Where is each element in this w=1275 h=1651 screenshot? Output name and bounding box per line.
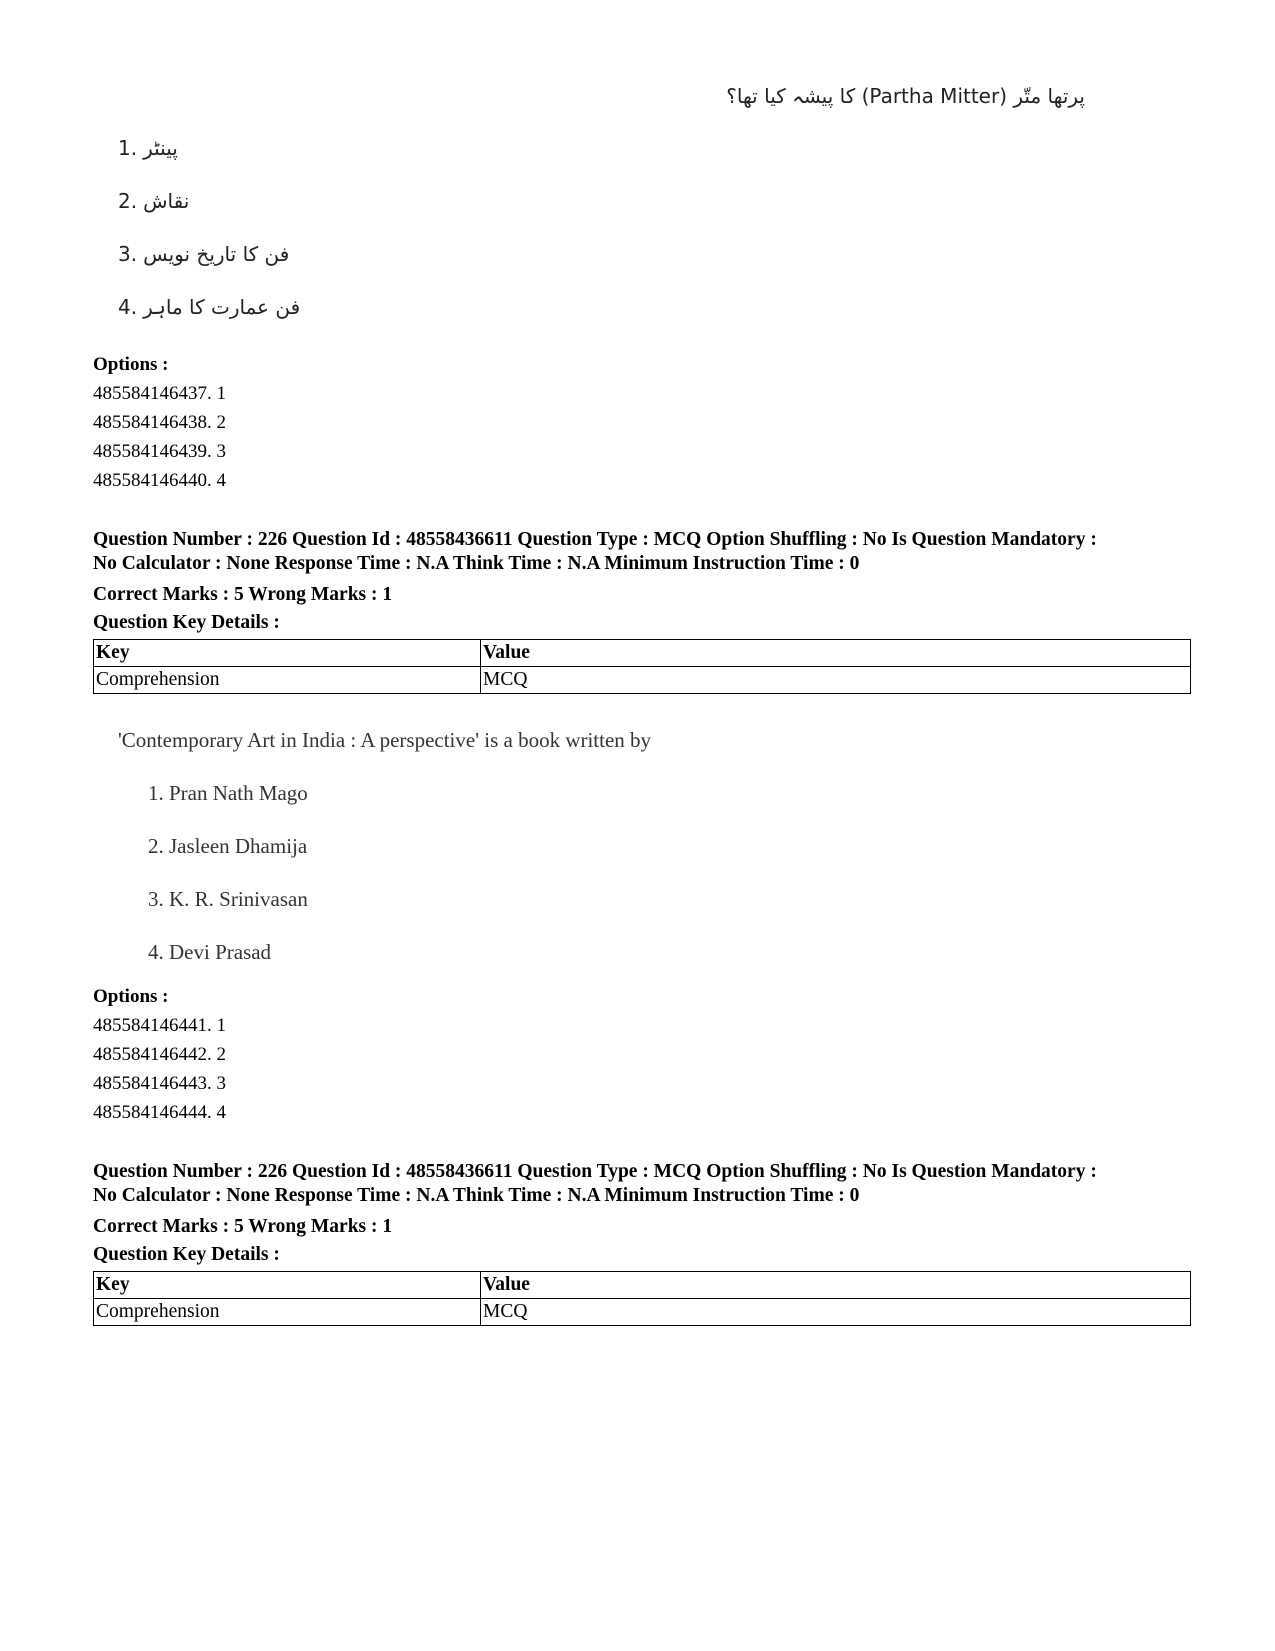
english-choice: 1. Pran Nath Mago — [148, 781, 308, 805]
choice-number: 4. — [118, 295, 138, 319]
table-cell-key: Comprehension — [94, 1299, 481, 1326]
question-meta — [93, 1160, 1193, 1269]
options-list — [93, 350, 226, 495]
urdu-question-suffix: کا پیشہ کیا تھا؟ — [726, 84, 856, 108]
table-header-value: Value — [481, 640, 1191, 667]
key-details-header: Question Key Details : — [93, 612, 280, 633]
english-choice: 4. Devi Prasad — [148, 940, 272, 964]
choice-text: فن کا تاریخ نویس — [143, 242, 290, 266]
table-row — [94, 1299, 1191, 1326]
table-cell-value: MCQ — [481, 667, 1191, 694]
options-header: Options : — [93, 354, 169, 375]
table-header-row — [94, 1272, 1191, 1299]
options-header: Options : — [93, 986, 169, 1007]
choice-number: 3. — [118, 242, 138, 266]
table-header-key: Key — [94, 1272, 481, 1299]
english-choices — [148, 781, 308, 993]
key-details-table — [93, 1271, 1191, 1326]
table-header-key: Key — [94, 640, 481, 667]
urdu-question-prefix: پرتھا متّر — [1013, 84, 1085, 108]
urdu-choices — [118, 136, 518, 348]
option-item: 485584146439. 3 — [93, 441, 226, 462]
marks-line: Correct Marks : 5 Wrong Marks : 1 — [93, 1216, 393, 1237]
option-item: 485584146444. 4 — [93, 1102, 226, 1123]
choice-text: فن عمارت کا ماہر — [143, 295, 301, 319]
option-item: 485584146442. 2 — [93, 1044, 226, 1065]
urdu-question — [485, 84, 1085, 108]
english-question: 'Contemporary Art in India : A perspective' is a book written by — [118, 728, 652, 752]
option-item: 485584146440. 4 — [93, 470, 226, 491]
meta-line-2: No Calculator : None Response Time : N.A Think Time : N.A Minimum Instruction Time : 0 — [93, 1185, 860, 1206]
meta-line-1: Question Number : 226 Question Id : 48558436611 Question Type : MCQ Option Shuffling : No Is Question Mandatory : — [93, 529, 1097, 550]
urdu-choice — [118, 295, 518, 348]
urdu-choice — [118, 189, 518, 242]
options-list — [93, 982, 226, 1127]
urdu-question-name: (Partha Mitter) — [861, 84, 1008, 108]
option-item: 485584146443. 3 — [93, 1073, 226, 1094]
urdu-choice — [118, 136, 518, 189]
table-cell-key: Comprehension — [94, 667, 481, 694]
choice-number: 2. — [118, 189, 138, 213]
question-meta — [93, 528, 1193, 637]
meta-line-1: Question Number : 226 Question Id : 48558436611 Question Type : MCQ Option Shuffling : No Is Question Mandatory : — [93, 1161, 1097, 1182]
english-choice: 2. Jasleen Dhamija — [148, 834, 308, 858]
table-header-value: Value — [481, 1272, 1191, 1299]
table-cell-value: MCQ — [481, 1299, 1191, 1326]
option-item: 485584146438. 2 — [93, 412, 226, 433]
option-item: 485584146437. 1 — [93, 383, 226, 404]
key-details-header: Question Key Details : — [93, 1244, 280, 1265]
key-details-table — [93, 639, 1191, 694]
urdu-choice — [118, 242, 518, 295]
choice-text: نقاش — [143, 189, 190, 213]
choice-text: پینٹر — [143, 136, 178, 160]
table-header-row — [94, 640, 1191, 667]
marks-line: Correct Marks : 5 Wrong Marks : 1 — [93, 584, 393, 605]
option-item: 485584146441. 1 — [93, 1015, 226, 1036]
table-row — [94, 667, 1191, 694]
choice-number: 1. — [118, 136, 138, 160]
meta-line-2: No Calculator : None Response Time : N.A Think Time : N.A Minimum Instruction Time : 0 — [93, 553, 860, 574]
english-choice: 3. K. R. Srinivasan — [148, 887, 308, 911]
